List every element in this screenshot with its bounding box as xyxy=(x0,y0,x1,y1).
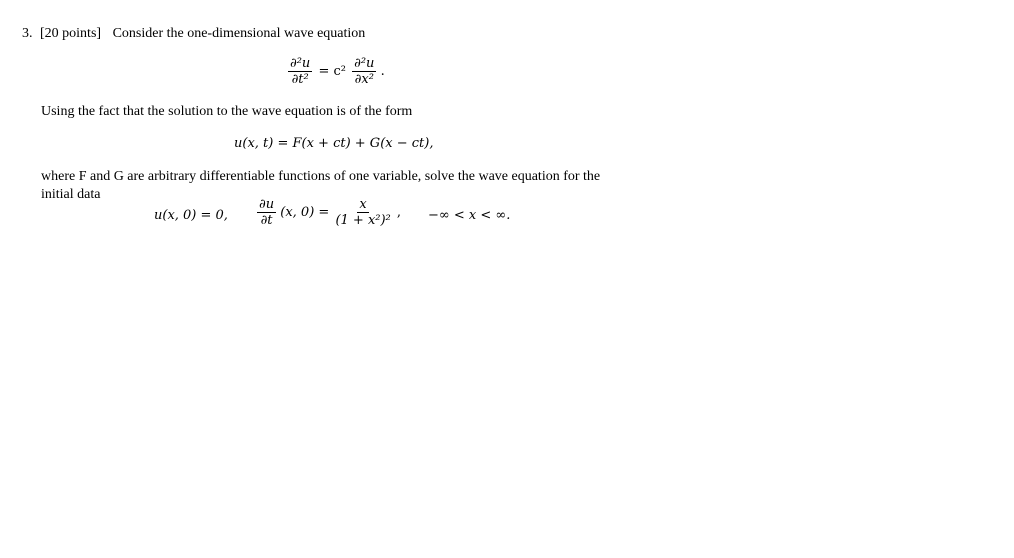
general-solution: u(x, t) = F(x + ct) + G(x − ct), xyxy=(234,136,434,151)
problem-intro: Consider the one-dimensional wave equation xyxy=(112,26,366,41)
ut-comma: , xyxy=(396,205,402,220)
text-where-line2: initial data xyxy=(41,187,101,202)
initial-condition-ut xyxy=(257,197,401,228)
wave-equation xyxy=(288,56,385,87)
wave-lhs-denominator: ∂t² xyxy=(291,72,309,87)
wave-lhs-fraction xyxy=(288,56,312,87)
ut-numerator: ∂u xyxy=(259,197,275,212)
text-where-line1: where F and G are arbitrary differentiable functions of one variable, solve the wave equation for the xyxy=(41,169,601,184)
wave-period: . xyxy=(380,64,385,79)
problem-number: 3. xyxy=(22,26,33,41)
ut-derivative-fraction xyxy=(257,197,276,228)
ut-rhs-fraction xyxy=(333,197,392,228)
problem-header xyxy=(22,26,365,42)
initial-condition-u: u(x, 0) = 0, xyxy=(154,208,228,223)
wave-equals-c2: = c² xyxy=(318,64,346,79)
ut-rhs-denominator: (1 + x²)² xyxy=(335,213,391,228)
ut-argument: (x, 0) = xyxy=(280,205,330,220)
problem-points: [20 points] xyxy=(40,26,102,41)
wave-rhs-denominator: ∂x² xyxy=(354,72,374,87)
ut-denominator: ∂t xyxy=(260,213,273,228)
wave-rhs-fraction xyxy=(352,56,376,87)
ut-rhs-numerator: x xyxy=(359,197,367,212)
wave-lhs-numerator: ∂²u xyxy=(290,56,311,71)
domain-condition: −∞ < x < ∞. xyxy=(428,208,511,223)
wave-rhs-numerator: ∂²u xyxy=(354,56,375,71)
text-solution-form: Using the fact that the solution to the wave equation is of the form xyxy=(41,104,413,119)
